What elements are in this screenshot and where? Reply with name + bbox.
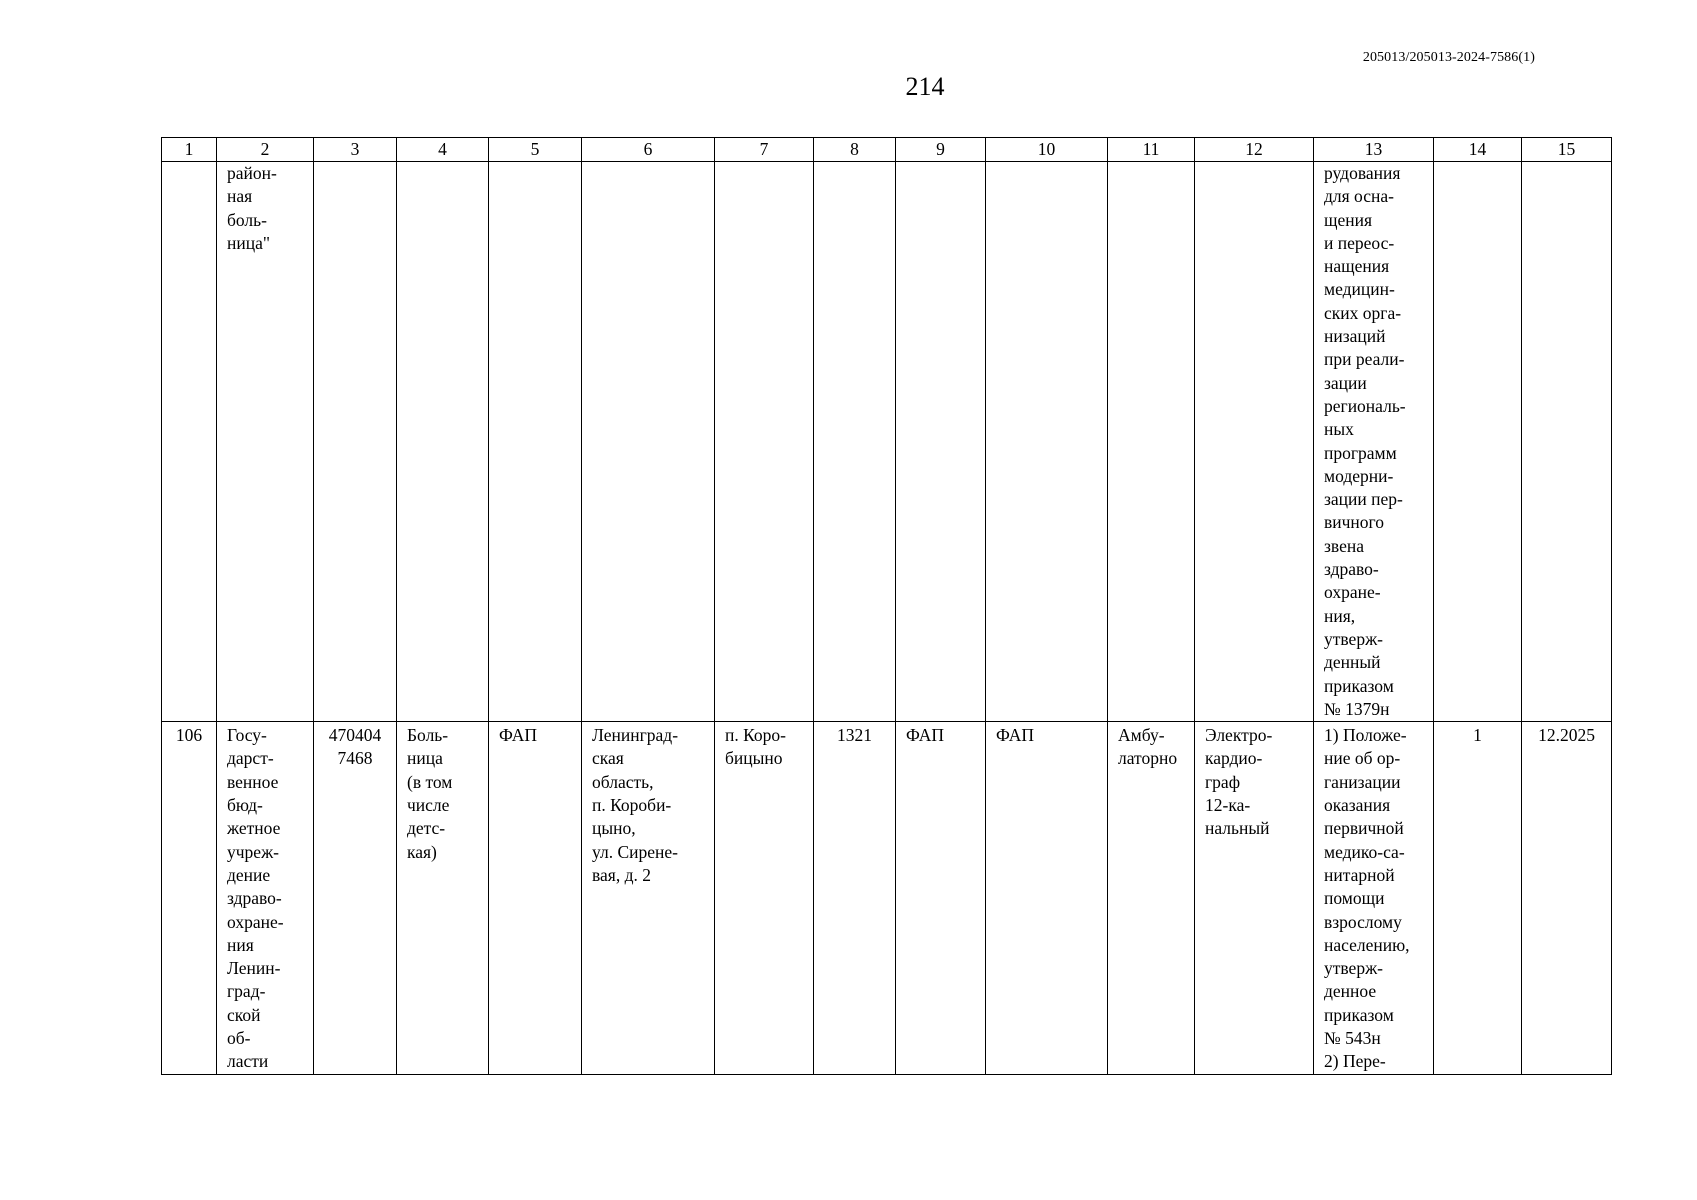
data-table	[161, 137, 1612, 1075]
department-cell: ФАП	[986, 722, 1108, 1075]
table-row-continuation	[162, 162, 1612, 722]
empty-cell	[162, 162, 217, 722]
unit-type-cell: ФАП	[489, 722, 582, 1075]
regulation-cell: рудования для осна- щения и переос- нащения медицин- ских орга- низаций при реали- зации региональ- ных программ модерни- зации пер- вичного звена здраво- охране- ния, утверж- денный приказом № 1379н	[1314, 162, 1434, 722]
quantity-cell: 1	[1434, 722, 1522, 1075]
delivery-date-cell: 12.2025	[1522, 722, 1612, 1075]
column-number-cell: 2	[217, 138, 314, 162]
row-number-cell: 106	[162, 722, 217, 1075]
column-number-cell: 9	[896, 138, 986, 162]
column-number-cell: 8	[814, 138, 896, 162]
equipment-cell: Электро- кардио- граф 12-ка- нальный	[1195, 722, 1314, 1075]
column-number-cell: 13	[1314, 138, 1434, 162]
regulation-cell: 1) Положе- ние об ор- ганизации оказания первичной медико-са- нитарной помощи взрослому населению, утверж- денное приказом № 543н 2) Пере-	[1314, 722, 1434, 1075]
empty-cell	[582, 162, 715, 722]
institution-name-cell: район- ная боль- ница"	[217, 162, 314, 722]
empty-cell	[489, 162, 582, 722]
empty-cell	[1108, 162, 1195, 722]
empty-cell	[1195, 162, 1314, 722]
column-number-cell: 11	[1108, 138, 1195, 162]
column-number-cell: 15	[1522, 138, 1612, 162]
facility-cell: ФАП	[896, 722, 986, 1075]
document-id: 205013/205013-2024-7586(1)	[1362, 50, 1535, 65]
care-conditions-cell: Амбу- латорно	[1108, 722, 1195, 1075]
page-number: 214	[905, 72, 945, 101]
empty-cell	[986, 162, 1108, 722]
empty-cell	[397, 162, 489, 722]
column-number-cell: 12	[1195, 138, 1314, 162]
address-cell: Ленинград- ская область, п. Короби- цыно, ул. Сирене- вая, д. 2	[582, 722, 715, 1075]
column-number-cell: 4	[397, 138, 489, 162]
table-row-record	[162, 722, 1612, 1075]
column-number-cell: 6	[582, 138, 715, 162]
column-number-cell: 7	[715, 138, 814, 162]
inn-cell: 470404 7468	[314, 722, 397, 1075]
column-number-cell: 3	[314, 138, 397, 162]
empty-cell	[314, 162, 397, 722]
column-number-cell: 5	[489, 138, 582, 162]
column-number-cell: 14	[1434, 138, 1522, 162]
empty-cell	[1434, 162, 1522, 722]
institution-type-cell: Боль- ница (в том числе детс- кая)	[397, 722, 489, 1075]
column-number-row	[162, 138, 1612, 162]
institution-name-cell: Госу- дарст- венное бюд- жетное учреж- дение здраво- охране- ния Ленин- град- ской об- ласти	[217, 722, 314, 1075]
column-number-cell: 1	[162, 138, 217, 162]
column-number-cell: 10	[986, 138, 1108, 162]
population-cell: 1321	[814, 722, 896, 1075]
locality-cell: п. Коро- бицыно	[715, 722, 814, 1075]
empty-cell	[1522, 162, 1612, 722]
empty-cell	[715, 162, 814, 722]
empty-cell	[814, 162, 896, 722]
empty-cell	[896, 162, 986, 722]
